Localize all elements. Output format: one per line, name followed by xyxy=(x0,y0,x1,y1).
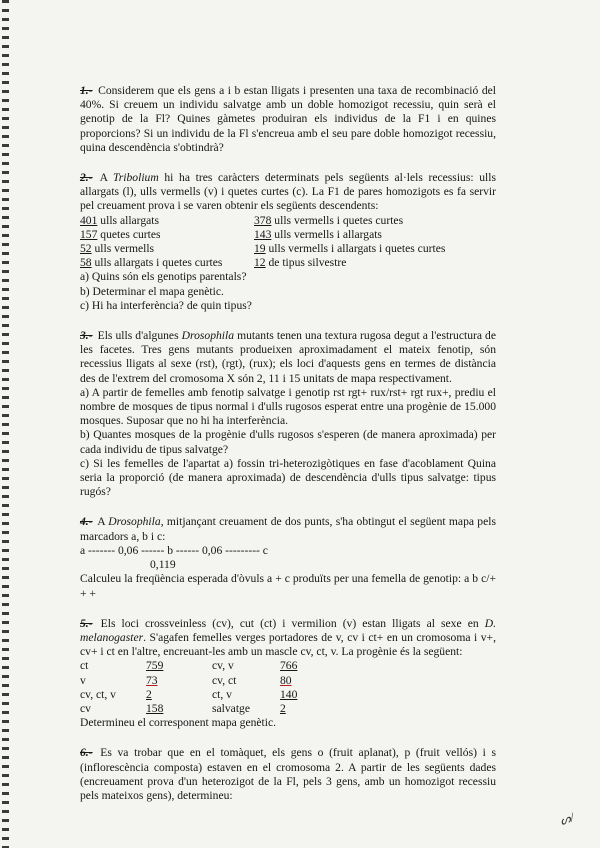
result-count: 401 xyxy=(80,213,98,227)
table-row xyxy=(80,674,320,688)
genetic-map-total: 0,119 xyxy=(150,558,176,572)
phenotype: cv xyxy=(80,701,91,715)
phenotype: cv, v xyxy=(212,659,234,673)
results-row xyxy=(80,228,496,242)
result-count: 52 xyxy=(80,242,92,256)
result-count: 12 xyxy=(254,256,266,270)
problem-intro-a: Els loci crossveinless (cv), cut (ct) i vermilion (v) estan lligats al sexe en xyxy=(100,616,485,630)
count: 759 xyxy=(146,659,164,673)
result-label: ulls vermells i allargats xyxy=(274,227,382,241)
problem-number: 2.- xyxy=(80,171,93,185)
result-label: ulls vermells i quetes curtes xyxy=(274,213,404,227)
problem-number: 1.- xyxy=(80,84,93,97)
count: 158 xyxy=(146,701,164,715)
table-row xyxy=(80,659,320,673)
problem-1 xyxy=(80,84,496,155)
species-name: Drosophila xyxy=(108,515,161,529)
problem-intro-b: , mitjançant creuament de dos punts, s'ha obtingut el següent mapa pels marcadors a, b i c: xyxy=(80,515,496,543)
problem-6 xyxy=(80,746,496,803)
count: 2 xyxy=(146,687,152,701)
progeny-table xyxy=(80,659,320,716)
phenotype: v xyxy=(80,673,86,687)
phenotype: cv, ct, v xyxy=(80,687,116,701)
result-label: quetes curtes xyxy=(100,227,161,241)
problem-intro-b: hi ha tres caràcters determinats pels següents al·lels recessius: ulls allargats (l), ulls vermells (v) i quetes curtes (c). La F1 de pares homozigots es fa servir pel creuament prova i se varen obtenir els següents descendents: xyxy=(80,171,496,213)
question-b: b) Quantes mosques de la progènie d'ulls rugosos s'esperen (de manera aproximada) per cada individu de tipus salvatge? xyxy=(80,428,496,456)
problem-list xyxy=(80,84,496,819)
problem-number: 6.- xyxy=(80,746,93,760)
result-count: 143 xyxy=(254,227,272,241)
count: 2 xyxy=(280,701,286,715)
problem-intro-b: mutants tenen una textura rugosa degut a l'estructura de les facetes. Tres gens mutants produeixen aproximadament el mateix fenotip, són recessius lligats al sexe (rst), (rgt), (rux); els loci d'aquests gens en termes de distància des de l'extrem del cromosoma X són 2, 11 i 15 unitats de mapa respectivament. xyxy=(80,329,497,385)
problem-text: Considerem que els gens a i b estan lligats i presenten una taxa de recombinació del 40%. Si creuem un individu salvatge amb un doble homozigot recessiu, quin serà el genotip de la Fl? Quines gàmetes produiran els individus de la F1 i en quines proporcions? Si un individu de la Fl s'encreua amb el seu pare doble homozigot recessiu, quina descendència s'obtindrà? xyxy=(80,84,496,154)
species-name: D. melanogaster xyxy=(80,616,496,644)
result-label: ulls vermells xyxy=(94,242,155,256)
species-name: Tribolium xyxy=(112,171,159,185)
problem-intro-a: Els ulls d'algunes xyxy=(97,329,182,343)
problem-question: Determineu el corresponent mapa genètic. xyxy=(80,716,277,730)
results-row xyxy=(80,242,496,256)
count: 80 xyxy=(280,673,292,687)
question-a: a) A partir de femelles amb fenotip salvatge i genotip rst rgt+ rux/rst+ rgt rux+, prediu el nombre de mosques de tipus normal i d'ulls rugosos esperat entre una progènie de 15.000 mosques. Suposar que no hi ha interferència. xyxy=(80,385,496,428)
result-count: 19 xyxy=(254,242,266,256)
result-label: ulls allargats xyxy=(100,213,160,227)
count: 766 xyxy=(280,659,298,673)
problem-3 xyxy=(80,329,496,499)
phenotype: cv, ct xyxy=(212,673,237,687)
species-name: Drosophila xyxy=(181,329,235,343)
problem-intro-a: A xyxy=(99,171,113,185)
problem-number: 5.- xyxy=(80,616,93,630)
result-label: ulls allargats i quetes curtes xyxy=(94,256,223,270)
phenotype: ct xyxy=(80,659,89,673)
count: 140 xyxy=(280,687,298,701)
problem-number: 4.- xyxy=(80,515,93,529)
result-count: 378 xyxy=(254,213,272,227)
question-c: c) Hi ha interferència? de quin tipus? xyxy=(80,298,252,312)
question-a: a) Quins són els genotips parentals? xyxy=(80,270,247,284)
problem-question: Calculeu la freqüència esperada d'òvuls a + c produïts per una femella de genotip: a b c/+ + + xyxy=(80,572,496,600)
phenotype: ct, v xyxy=(212,687,232,701)
results-row xyxy=(80,214,496,228)
result-label: de tipus silvestre xyxy=(268,256,347,270)
problem-number: 3.- xyxy=(80,329,93,343)
handwritten-mark: ᔕ/ xyxy=(557,810,576,829)
result-count: 157 xyxy=(80,227,98,241)
problem-2 xyxy=(80,171,496,313)
spiral-binding xyxy=(2,0,9,848)
question-c: c) Si les femelles de l'apartat a) fossin tri-heterozigòtiques en fase d'acoblament Quina seria la proporció (de manera aproximada) de descendència d'ulls tipus salvatge: tipus rugós? xyxy=(80,456,496,499)
table-row xyxy=(80,702,320,716)
phenotype: salvatge xyxy=(212,701,250,715)
table-row xyxy=(80,688,320,702)
results-row xyxy=(80,256,496,270)
problem-text: Es va trobar que en el tomàquet, els gens o (fruit aplanat), p (fruit vellós) i s (inflorescència composta) estaven en el cromosoma 2. A partir de les següents dades (encreuament prova d'un heterozigot de la Fl, pels 3 gens, amb un homozigot recessiu pels mateixos gens), determineu: xyxy=(80,746,496,802)
problem-4 xyxy=(80,515,496,600)
count: 73 xyxy=(146,673,158,687)
problem-intro-a: A xyxy=(97,515,109,529)
result-label: ulls vermells i allargats i quetes curtes xyxy=(268,242,446,256)
problem-intro-b: . S'agafen femelles verges portadores de v, cv i ct+ en un cromosoma i v+, cv+ i ct en l'altre, encreuant-les amb un mascle cv, ct, v. La progènie és la següent: xyxy=(80,630,496,659)
question-b: b) Determinar el mapa genètic. xyxy=(80,284,224,298)
genetic-map-line: a ------- 0,06 ------ b ------ 0,06 --------- c xyxy=(80,543,268,557)
result-count: 58 xyxy=(80,256,92,270)
problem-5 xyxy=(80,617,496,731)
